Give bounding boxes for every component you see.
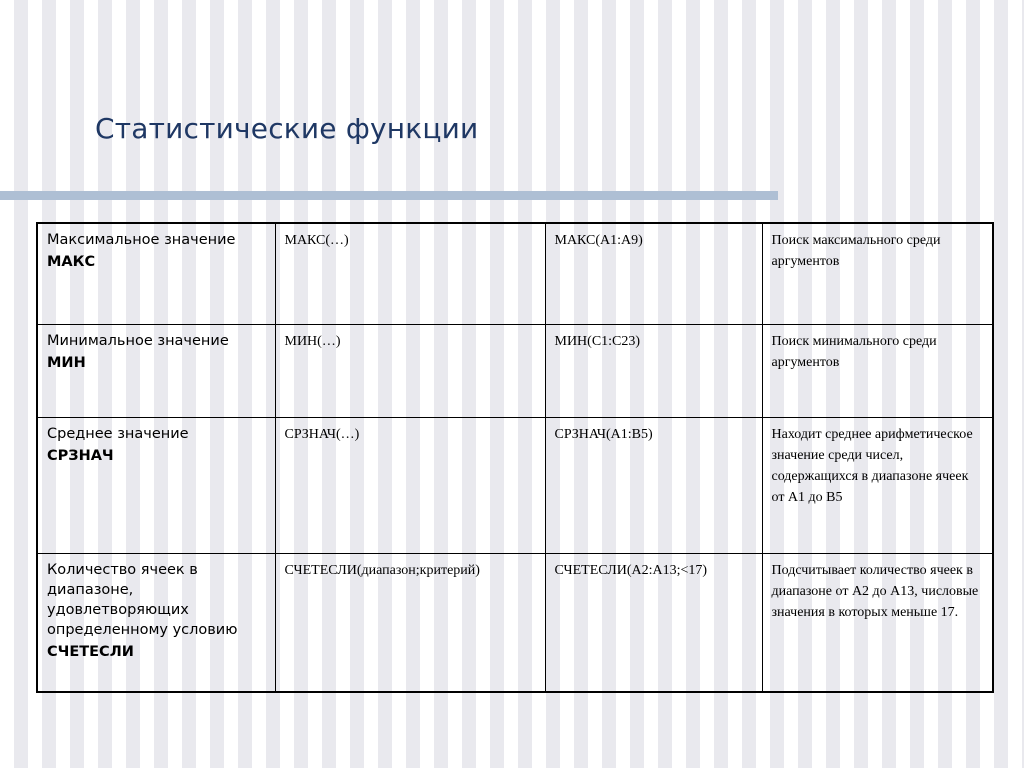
table-row [37,554,993,693]
title-underline-bar [0,191,778,200]
function-label: Максимальное значение [47,232,236,248]
syntax-cell: МАКС(…) [275,223,545,325]
description-cell: Поиск минимального среди аргументов [762,325,993,418]
table-row [37,223,993,325]
function-label: Среднее значение [47,426,189,442]
syntax-cell: МИН(…) [275,325,545,418]
example-cell: СРЗНАЧ(А1:В5) [545,418,762,554]
function-label: Минимальное значение [47,333,229,349]
function-name-cell [37,554,275,693]
slide-title: Статистические функции [95,112,479,145]
description-cell: Подсчитывает количество ячеек в диапазоне от А2 до А13, числовые значения в которых меньше 17. [762,554,993,693]
function-label: Количество ячеек в диапазоне, удовлетворяющих определенному условию [47,562,238,638]
description-cell: Поиск максимального среди аргументов [762,223,993,325]
functions-table [36,222,994,693]
table-row [37,418,993,554]
syntax-cell: СЧЕТЕСЛИ(диапазон;критерий) [275,554,545,693]
function-name-cell [37,223,275,325]
function-name-cell [37,325,275,418]
example-cell: МИН(С1:С23) [545,325,762,418]
table-row [37,325,993,418]
syntax-cell: СРЗНАЧ(…) [275,418,545,554]
function-code: СЧЕТЕСЛИ [47,644,134,660]
function-code: СРЗНАЧ [47,448,114,464]
description-cell: Находит среднее арифметическое значение среди чисел, содержащихся в диапазоне ячеек от А1 до В5 [762,418,993,554]
example-cell: МАКС(А1:А9) [545,223,762,325]
function-code: МАКС [47,254,96,270]
function-name-cell [37,418,275,554]
function-code: МИН [47,355,86,371]
example-cell: СЧЕТЕСЛИ(А2:А13;<17) [545,554,762,693]
